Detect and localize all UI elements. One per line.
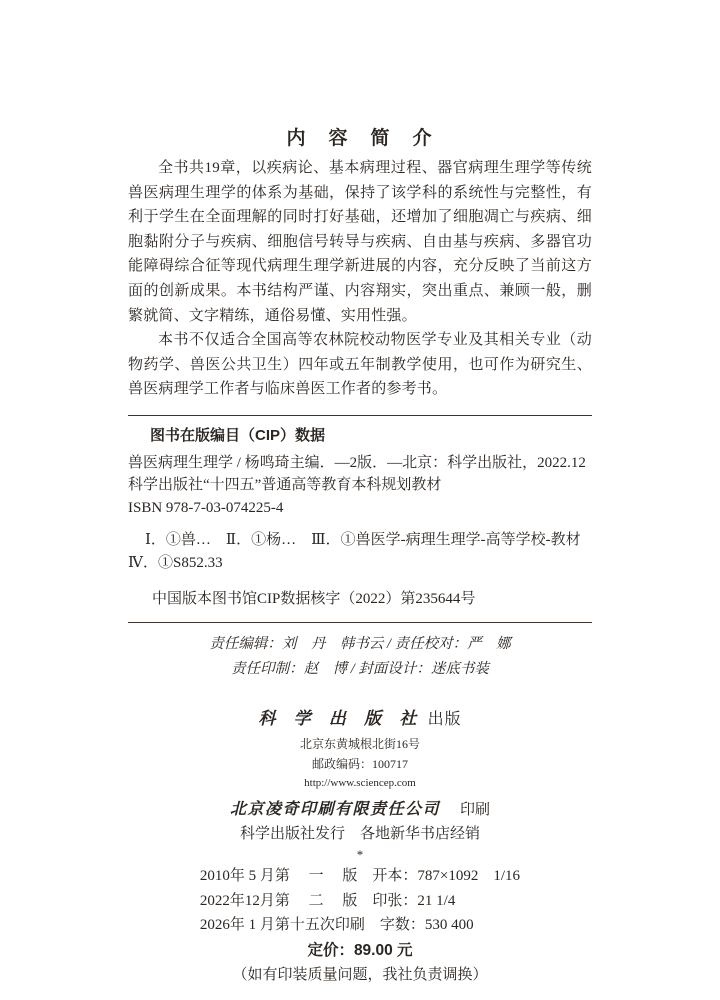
publisher-street: 北京东黄城根北街16号 — [299, 737, 420, 752]
printer-line — [128, 799, 592, 821]
edition-line-3: 2026年 1 月第十五次印刷 字数：530 400 — [199, 917, 474, 934]
cip-classification-line-2: Ⅳ．①S852.33 — [128, 554, 223, 571]
edition-printing-details — [200, 864, 520, 938]
publisher-logotype: 科 学 出 版 社 — [258, 709, 424, 729]
intro-paragraph-2: 本书不仅适合全国高等农林院校动物医学专业及其相关专业（动物药学、兽医公共卫生）四年或五年制教学使用，也可作为研究生、兽医病理学工作者与临床兽医工作者的参考书。 — [128, 332, 592, 398]
price-line: 定价：89.00 元 — [307, 941, 413, 959]
staff-printing-line: 责任印制：赵 博 / 封面设计：迷底书装 — [231, 661, 489, 678]
cip-isbn: ISBN 978-7-03-074225-4 — [128, 499, 284, 516]
edition-line-1: 2010年 5 月第 一 版 开本：787×1092 1/16 — [199, 868, 521, 885]
staff-editors-line: 责任编辑：刘 丹 韩书云 / 责任校对：严 娜 — [209, 636, 511, 653]
distribution-line: 科学出版社发行 各地新华书店经销 — [239, 826, 480, 843]
publisher-postcode: 邮政编码：100717 — [311, 756, 408, 771]
publisher-website: http://www.sciencep.com — [304, 777, 416, 790]
publisher-brand-line — [128, 707, 592, 731]
cip-heading: 图书在版编目（CIP）数据 — [150, 426, 326, 444]
staff-credits — [128, 632, 592, 682]
publisher-block — [128, 707, 592, 861]
separator-star: * — [356, 847, 364, 863]
edition-line-2: 2022年12月第 二 版 印张：21 1/4 — [199, 892, 456, 909]
cip-registry-number: 中国版本图书馆CIP数据核字（2022）第235644号 — [152, 590, 476, 607]
cip-block — [128, 426, 592, 610]
cip-classification-line-1: Ⅰ．①兽… Ⅱ．①杨… Ⅲ．①兽医学-病理生理学-高等学校-教材 — [145, 532, 581, 549]
printer-logotype: 北京凌奇印刷有限责任公司 — [229, 801, 440, 819]
cip-record-line: 兽医病理生理学 / 杨鸣琦主编．—2版．—北京：科学出版社，2022.12 — [128, 454, 586, 471]
cip-divider-top — [128, 415, 592, 416]
cip-series-line: 科学出版社“十四五”普通高等教育本科规划教材 — [128, 477, 442, 494]
quality-note: （如有印装质量问题，我社负责调换） — [232, 966, 488, 983]
printer-role-label: 印刷 — [460, 802, 491, 819]
content-intro-title: 内 容 简 介 — [286, 128, 434, 149]
publisher-role-label: 出版 — [427, 711, 462, 729]
publisher-address — [128, 735, 592, 792]
cip-divider-bottom — [128, 622, 592, 623]
intro-paragraph-1: 全书共19章，以疾病论、基本病理过程、器官病理生理学等传统兽医病理生理学的体系为基础，保持了该学科的系统性与完整性，有利于学生在全面理解的同时打好基础，还增加了细胞凋亡与疾病、细胞黏附分子与疾病、细胞信号转导与疾病、自由基与疾病、多器官功能障碍综合征等现代病理生理学新进展的内容，充分反映了当前这方面的创新成果。本书结构严谨、内容翔实，突出重点、兼顾一般，删繁就简、文字精练，通俗易懂、实用性强。 — [128, 160, 592, 324]
